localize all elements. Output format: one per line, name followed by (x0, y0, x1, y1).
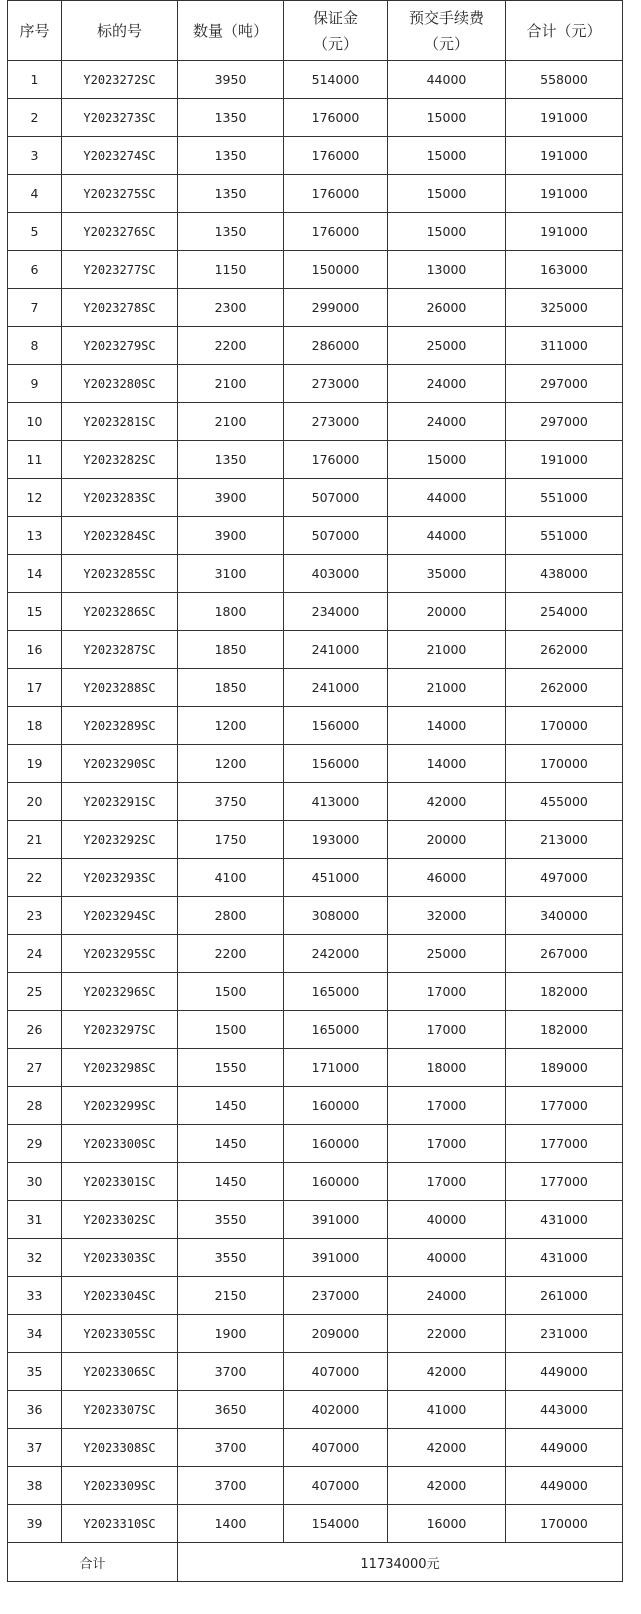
cell-deposit: 154000 (284, 1505, 388, 1543)
cell-qty: 3550 (178, 1201, 284, 1239)
table-row (8, 707, 623, 745)
cell-deposit: 241000 (284, 631, 388, 669)
cell-seq: 31 (8, 1201, 62, 1239)
table-row (8, 1125, 623, 1163)
cell-code: Y2023275SC (62, 175, 178, 213)
cell-seq: 20 (8, 783, 62, 821)
cell-seq: 2 (8, 99, 62, 137)
table-row (8, 251, 623, 289)
table-row (8, 973, 623, 1011)
table-row (8, 783, 623, 821)
cell-code: Y2023310SC (62, 1505, 178, 1543)
cell-seq: 4 (8, 175, 62, 213)
cell-seq: 19 (8, 745, 62, 783)
cell-seq: 26 (8, 1011, 62, 1049)
table-row (8, 1467, 623, 1505)
cell-deposit: 176000 (284, 441, 388, 479)
cell-fee: 17000 (388, 1011, 506, 1049)
cell-fee: 42000 (388, 1429, 506, 1467)
cell-total: 325000 (506, 289, 623, 327)
cell-deposit: 176000 (284, 213, 388, 251)
cell-qty: 1350 (178, 441, 284, 479)
cell-code: Y2023282SC (62, 441, 178, 479)
cell-total: 177000 (506, 1163, 623, 1201)
cell-code: Y2023274SC (62, 137, 178, 175)
cell-fee: 24000 (388, 1277, 506, 1315)
cell-deposit: 160000 (284, 1125, 388, 1163)
cell-total: 311000 (506, 327, 623, 365)
cell-code: Y2023296SC (62, 973, 178, 1011)
cell-fee: 15000 (388, 99, 506, 137)
cell-code: Y2023309SC (62, 1467, 178, 1505)
cell-deposit: 514000 (284, 61, 388, 99)
cell-qty: 1350 (178, 213, 284, 251)
cell-fee: 18000 (388, 1049, 506, 1087)
cell-fee: 14000 (388, 707, 506, 745)
cell-seq: 1 (8, 61, 62, 99)
cell-fee: 21000 (388, 631, 506, 669)
table-row (8, 213, 623, 251)
cell-deposit: 407000 (284, 1353, 388, 1391)
cell-deposit: 451000 (284, 859, 388, 897)
cell-total: 431000 (506, 1201, 623, 1239)
cell-total: 177000 (506, 1125, 623, 1163)
cell-deposit: 193000 (284, 821, 388, 859)
footer-total-value: 11734000元 (178, 1543, 623, 1582)
cell-deposit: 150000 (284, 251, 388, 289)
cell-qty: 1900 (178, 1315, 284, 1353)
cell-total: 449000 (506, 1353, 623, 1391)
cell-code: Y2023304SC (62, 1277, 178, 1315)
header-qty: 数量（吨） (178, 1, 284, 61)
cell-code: Y2023285SC (62, 555, 178, 593)
header-code: 标的号 (62, 1, 178, 61)
table-body (8, 61, 623, 1543)
cell-total: 449000 (506, 1467, 623, 1505)
cell-code: Y2023308SC (62, 1429, 178, 1467)
cell-seq: 6 (8, 251, 62, 289)
cell-qty: 2200 (178, 327, 284, 365)
cell-total: 182000 (506, 973, 623, 1011)
cell-deposit: 413000 (284, 783, 388, 821)
cell-seq: 22 (8, 859, 62, 897)
cell-fee: 17000 (388, 1125, 506, 1163)
cell-deposit: 156000 (284, 707, 388, 745)
cell-qty: 1850 (178, 631, 284, 669)
cell-fee: 41000 (388, 1391, 506, 1429)
table-row (8, 821, 623, 859)
cell-qty: 4100 (178, 859, 284, 897)
cell-code: Y2023300SC (62, 1125, 178, 1163)
header-deposit-line1: 保证金 (312, 8, 358, 27)
table-row (8, 1353, 623, 1391)
cell-seq: 3 (8, 137, 62, 175)
table-row (8, 555, 623, 593)
cell-total: 438000 (506, 555, 623, 593)
cell-deposit: 507000 (284, 517, 388, 555)
bid-deposit-table (7, 0, 623, 1582)
table-row (8, 935, 623, 973)
cell-qty: 3750 (178, 783, 284, 821)
cell-qty: 2200 (178, 935, 284, 973)
cell-code: Y2023286SC (62, 593, 178, 631)
cell-seq: 38 (8, 1467, 62, 1505)
cell-fee: 44000 (388, 517, 506, 555)
table-row (8, 365, 623, 403)
cell-deposit: 176000 (284, 99, 388, 137)
cell-fee: 25000 (388, 327, 506, 365)
table-row (8, 593, 623, 631)
cell-code: Y2023276SC (62, 213, 178, 251)
table-row (8, 1163, 623, 1201)
cell-deposit: 273000 (284, 403, 388, 441)
cell-total: 551000 (506, 517, 623, 555)
cell-qty: 2300 (178, 289, 284, 327)
cell-total: 262000 (506, 631, 623, 669)
cell-deposit: 403000 (284, 555, 388, 593)
cell-deposit: 209000 (284, 1315, 388, 1353)
cell-deposit: 507000 (284, 479, 388, 517)
cell-total: 191000 (506, 137, 623, 175)
cell-seq: 23 (8, 897, 62, 935)
cell-deposit: 237000 (284, 1277, 388, 1315)
cell-qty: 3950 (178, 61, 284, 99)
cell-seq: 39 (8, 1505, 62, 1543)
cell-deposit: 391000 (284, 1201, 388, 1239)
cell-deposit: 171000 (284, 1049, 388, 1087)
cell-deposit: 160000 (284, 1087, 388, 1125)
cell-total: 191000 (506, 441, 623, 479)
cell-fee: 13000 (388, 251, 506, 289)
cell-code: Y2023283SC (62, 479, 178, 517)
footer-total-label: 合计 (8, 1543, 178, 1582)
table-row (8, 1049, 623, 1087)
cell-deposit: 391000 (284, 1239, 388, 1277)
table-row (8, 327, 623, 365)
cell-code: Y2023273SC (62, 99, 178, 137)
cell-code: Y2023290SC (62, 745, 178, 783)
cell-deposit: 273000 (284, 365, 388, 403)
table-row (8, 1391, 623, 1429)
cell-seq: 13 (8, 517, 62, 555)
cell-qty: 3700 (178, 1429, 284, 1467)
header-fee-line2: （元） (423, 34, 469, 53)
cell-qty: 1150 (178, 251, 284, 289)
table-row (8, 631, 623, 669)
cell-fee: 46000 (388, 859, 506, 897)
cell-fee: 21000 (388, 669, 506, 707)
cell-deposit: 407000 (284, 1467, 388, 1505)
cell-qty: 1750 (178, 821, 284, 859)
cell-qty: 1450 (178, 1163, 284, 1201)
cell-code: Y2023279SC (62, 327, 178, 365)
cell-seq: 37 (8, 1429, 62, 1467)
cell-qty: 1350 (178, 137, 284, 175)
cell-qty: 3100 (178, 555, 284, 593)
cell-code: Y2023305SC (62, 1315, 178, 1353)
table-row (8, 1315, 623, 1353)
table-row (8, 289, 623, 327)
cell-total: 170000 (506, 745, 623, 783)
header-fee (388, 1, 506, 61)
cell-fee: 15000 (388, 213, 506, 251)
cell-seq: 16 (8, 631, 62, 669)
cell-code: Y2023284SC (62, 517, 178, 555)
cell-seq: 30 (8, 1163, 62, 1201)
cell-code: Y2023278SC (62, 289, 178, 327)
table-row (8, 403, 623, 441)
cell-total: 163000 (506, 251, 623, 289)
table-row (8, 137, 623, 175)
cell-total: 191000 (506, 175, 623, 213)
cell-qty: 2100 (178, 365, 284, 403)
cell-seq: 18 (8, 707, 62, 745)
cell-fee: 22000 (388, 1315, 506, 1353)
cell-total: 297000 (506, 403, 623, 441)
cell-qty: 3700 (178, 1353, 284, 1391)
cell-deposit: 402000 (284, 1391, 388, 1429)
cell-deposit: 407000 (284, 1429, 388, 1467)
table-row (8, 859, 623, 897)
table-row (8, 441, 623, 479)
cell-seq: 33 (8, 1277, 62, 1315)
cell-seq: 24 (8, 935, 62, 973)
cell-fee: 42000 (388, 783, 506, 821)
cell-fee: 15000 (388, 441, 506, 479)
cell-qty: 2800 (178, 897, 284, 935)
cell-seq: 5 (8, 213, 62, 251)
cell-qty: 1500 (178, 1011, 284, 1049)
cell-total: 449000 (506, 1429, 623, 1467)
cell-qty: 1800 (178, 593, 284, 631)
cell-fee: 35000 (388, 555, 506, 593)
cell-qty: 2100 (178, 403, 284, 441)
header-row (8, 1, 623, 61)
cell-seq: 34 (8, 1315, 62, 1353)
cell-seq: 27 (8, 1049, 62, 1087)
cell-qty: 3700 (178, 1467, 284, 1505)
cell-fee: 42000 (388, 1467, 506, 1505)
cell-fee: 24000 (388, 365, 506, 403)
cell-qty: 1550 (178, 1049, 284, 1087)
cell-deposit: 308000 (284, 897, 388, 935)
cell-code: Y2023295SC (62, 935, 178, 973)
cell-qty: 1200 (178, 745, 284, 783)
header-deposit-line2: （元） (312, 34, 358, 53)
cell-code: Y2023302SC (62, 1201, 178, 1239)
cell-fee: 44000 (388, 61, 506, 99)
table-row (8, 1201, 623, 1239)
cell-seq: 11 (8, 441, 62, 479)
table-row (8, 1011, 623, 1049)
cell-code: Y2023292SC (62, 821, 178, 859)
table-row (8, 175, 623, 213)
footer-total-row (8, 1543, 623, 1582)
table-row (8, 1087, 623, 1125)
cell-deposit: 176000 (284, 137, 388, 175)
cell-deposit: 242000 (284, 935, 388, 973)
cell-seq: 32 (8, 1239, 62, 1277)
cell-code: Y2023297SC (62, 1011, 178, 1049)
cell-code: Y2023299SC (62, 1087, 178, 1125)
cell-seq: 35 (8, 1353, 62, 1391)
cell-seq: 28 (8, 1087, 62, 1125)
header-fee-line1: 预交手续费 (408, 8, 484, 27)
cell-total: 443000 (506, 1391, 623, 1429)
cell-deposit: 299000 (284, 289, 388, 327)
cell-fee: 20000 (388, 821, 506, 859)
cell-seq: 8 (8, 327, 62, 365)
table-row (8, 897, 623, 935)
cell-seq: 17 (8, 669, 62, 707)
cell-fee: 40000 (388, 1201, 506, 1239)
cell-total: 231000 (506, 1315, 623, 1353)
cell-fee: 17000 (388, 1087, 506, 1125)
cell-total: 262000 (506, 669, 623, 707)
cell-fee: 14000 (388, 745, 506, 783)
cell-qty: 1450 (178, 1087, 284, 1125)
cell-total: 261000 (506, 1277, 623, 1315)
cell-qty: 1850 (178, 669, 284, 707)
cell-fee: 15000 (388, 137, 506, 175)
cell-deposit: 176000 (284, 175, 388, 213)
cell-qty: 1450 (178, 1125, 284, 1163)
cell-seq: 14 (8, 555, 62, 593)
cell-code: Y2023291SC (62, 783, 178, 821)
cell-total: 191000 (506, 99, 623, 137)
cell-code: Y2023307SC (62, 1391, 178, 1429)
table-row (8, 1239, 623, 1277)
table-row (8, 61, 623, 99)
cell-total: 170000 (506, 707, 623, 745)
cell-seq: 10 (8, 403, 62, 441)
cell-qty: 1500 (178, 973, 284, 1011)
cell-code: Y2023277SC (62, 251, 178, 289)
header-deposit (284, 1, 388, 61)
cell-fee: 24000 (388, 403, 506, 441)
cell-fee: 44000 (388, 479, 506, 517)
cell-seq: 36 (8, 1391, 62, 1429)
cell-deposit: 160000 (284, 1163, 388, 1201)
cell-total: 191000 (506, 213, 623, 251)
cell-deposit: 286000 (284, 327, 388, 365)
cell-total: 551000 (506, 479, 623, 517)
cell-code: Y2023288SC (62, 669, 178, 707)
cell-seq: 21 (8, 821, 62, 859)
cell-fee: 15000 (388, 175, 506, 213)
cell-code: Y2023298SC (62, 1049, 178, 1087)
cell-code: Y2023301SC (62, 1163, 178, 1201)
cell-qty: 3550 (178, 1239, 284, 1277)
cell-fee: 16000 (388, 1505, 506, 1543)
cell-qty: 3900 (178, 479, 284, 517)
cell-qty: 1350 (178, 175, 284, 213)
table-row (8, 1505, 623, 1543)
cell-code: Y2023306SC (62, 1353, 178, 1391)
cell-total: 455000 (506, 783, 623, 821)
cell-deposit: 165000 (284, 1011, 388, 1049)
cell-fee: 17000 (388, 973, 506, 1011)
cell-seq: 12 (8, 479, 62, 517)
cell-total: 297000 (506, 365, 623, 403)
cell-total: 267000 (506, 935, 623, 973)
cell-total: 431000 (506, 1239, 623, 1277)
cell-code: Y2023293SC (62, 859, 178, 897)
cell-seq: 7 (8, 289, 62, 327)
cell-deposit: 156000 (284, 745, 388, 783)
cell-seq: 15 (8, 593, 62, 631)
cell-seq: 9 (8, 365, 62, 403)
cell-code: Y2023281SC (62, 403, 178, 441)
cell-total: 170000 (506, 1505, 623, 1543)
cell-code: Y2023289SC (62, 707, 178, 745)
header-seq: 序号 (8, 1, 62, 61)
cell-total: 497000 (506, 859, 623, 897)
cell-total: 254000 (506, 593, 623, 631)
table-row (8, 479, 623, 517)
cell-seq: 25 (8, 973, 62, 1011)
cell-fee: 42000 (388, 1353, 506, 1391)
cell-total: 213000 (506, 821, 623, 859)
cell-qty: 2150 (178, 1277, 284, 1315)
cell-fee: 25000 (388, 935, 506, 973)
cell-code: Y2023294SC (62, 897, 178, 935)
table-row (8, 1429, 623, 1467)
cell-deposit: 165000 (284, 973, 388, 1011)
table-row (8, 99, 623, 137)
cell-deposit: 234000 (284, 593, 388, 631)
cell-code: Y2023280SC (62, 365, 178, 403)
cell-fee: 40000 (388, 1239, 506, 1277)
cell-total: 558000 (506, 61, 623, 99)
cell-deposit: 241000 (284, 669, 388, 707)
cell-qty: 1200 (178, 707, 284, 745)
cell-fee: 20000 (388, 593, 506, 631)
cell-seq: 29 (8, 1125, 62, 1163)
cell-qty: 1400 (178, 1505, 284, 1543)
cell-total: 177000 (506, 1087, 623, 1125)
cell-qty: 3650 (178, 1391, 284, 1429)
cell-total: 340000 (506, 897, 623, 935)
cell-code: Y2023272SC (62, 61, 178, 99)
table-row (8, 745, 623, 783)
cell-fee: 26000 (388, 289, 506, 327)
header-total: 合计（元） (506, 1, 623, 61)
cell-fee: 32000 (388, 897, 506, 935)
table-row (8, 669, 623, 707)
cell-code: Y2023287SC (62, 631, 178, 669)
cell-qty: 1350 (178, 99, 284, 137)
cell-code: Y2023303SC (62, 1239, 178, 1277)
cell-qty: 3900 (178, 517, 284, 555)
cell-fee: 17000 (388, 1163, 506, 1201)
cell-total: 182000 (506, 1011, 623, 1049)
table-row (8, 1277, 623, 1315)
cell-total: 189000 (506, 1049, 623, 1087)
table-row (8, 517, 623, 555)
